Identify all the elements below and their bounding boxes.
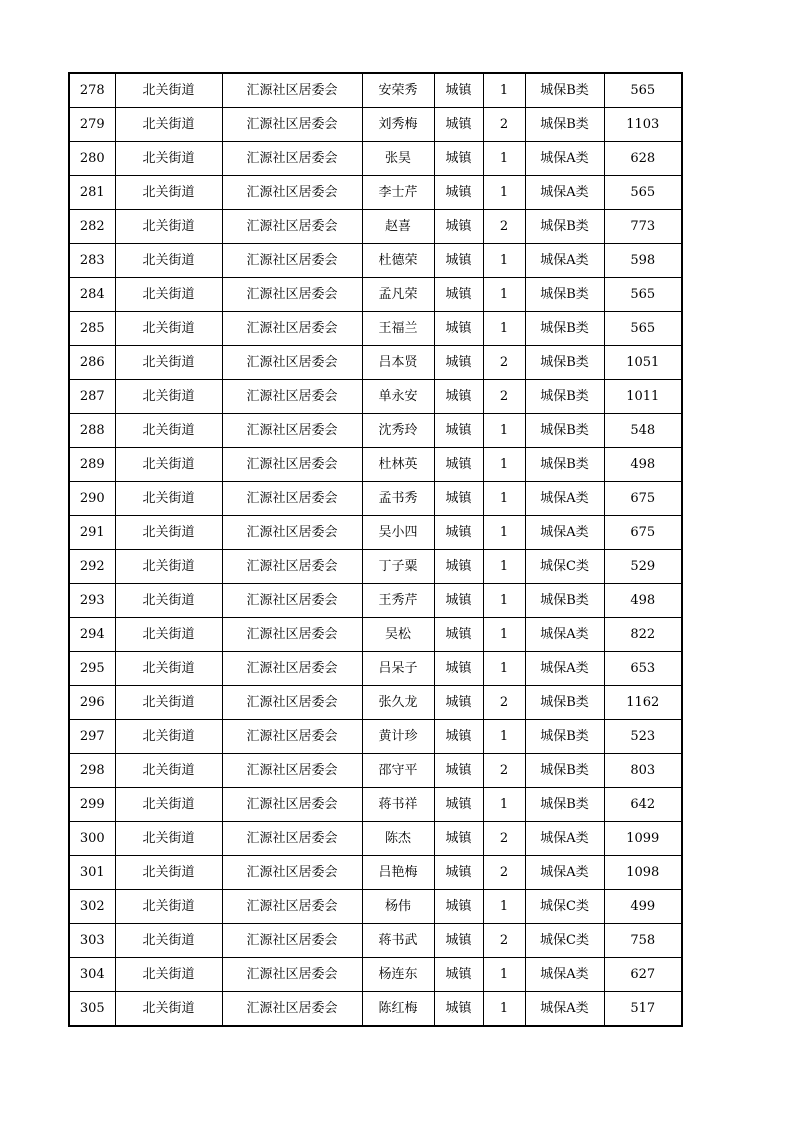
household-size-cell: 1 — [483, 788, 525, 822]
community-cell: 汇源社区居委会 — [222, 108, 362, 142]
name-cell: 赵喜 — [362, 210, 434, 244]
assistance-category-cell: 城保A类 — [525, 856, 604, 890]
table-row — [69, 482, 682, 516]
subdistrict-cell: 北关街道 — [115, 788, 222, 822]
name-cell: 陈杰 — [362, 822, 434, 856]
assistance-category-cell: 城保B类 — [525, 720, 604, 754]
community-cell: 汇源社区居委会 — [222, 516, 362, 550]
name-cell: 吴小四 — [362, 516, 434, 550]
name-cell: 杨连东 — [362, 958, 434, 992]
assistance-category-cell: 城保C类 — [525, 890, 604, 924]
amount-cell: 1011 — [604, 380, 682, 414]
assistance-category-cell: 城保B类 — [525, 312, 604, 346]
subdistrict-cell: 北关街道 — [115, 856, 222, 890]
subdistrict-cell: 北关街道 — [115, 278, 222, 312]
household-type-cell: 城镇 — [434, 720, 483, 754]
amount-cell: 675 — [604, 482, 682, 516]
table-row — [69, 278, 682, 312]
subdistrict-cell: 北关街道 — [115, 108, 222, 142]
name-cell: 张久龙 — [362, 686, 434, 720]
amount-cell: 758 — [604, 924, 682, 958]
household-type-cell: 城镇 — [434, 924, 483, 958]
community-cell: 汇源社区居委会 — [222, 992, 362, 1027]
amount-cell: 773 — [604, 210, 682, 244]
household-size-cell: 1 — [483, 584, 525, 618]
name-cell: 杜德荣 — [362, 244, 434, 278]
assistance-category-cell: 城保A类 — [525, 176, 604, 210]
household-size-cell: 1 — [483, 958, 525, 992]
community-cell: 汇源社区居委会 — [222, 618, 362, 652]
table-row — [69, 618, 682, 652]
serial-number-cell: 280 — [69, 142, 115, 176]
serial-number-cell: 299 — [69, 788, 115, 822]
amount-cell: 628 — [604, 142, 682, 176]
serial-number-cell: 282 — [69, 210, 115, 244]
community-cell: 汇源社区居委会 — [222, 414, 362, 448]
subdistrict-cell: 北关街道 — [115, 992, 222, 1027]
community-cell: 汇源社区居委会 — [222, 346, 362, 380]
subdistrict-cell: 北关街道 — [115, 73, 222, 108]
household-type-cell: 城镇 — [434, 686, 483, 720]
community-cell: 汇源社区居委会 — [222, 856, 362, 890]
assistance-category-cell: 城保C类 — [525, 550, 604, 584]
name-cell: 张昊 — [362, 142, 434, 176]
table-row — [69, 754, 682, 788]
assistance-category-cell: 城保B类 — [525, 108, 604, 142]
table-row — [69, 516, 682, 550]
table-row — [69, 312, 682, 346]
name-cell: 丁子粟 — [362, 550, 434, 584]
subdistrict-cell: 北关街道 — [115, 244, 222, 278]
amount-cell: 675 — [604, 516, 682, 550]
table-row — [69, 448, 682, 482]
household-type-cell: 城镇 — [434, 142, 483, 176]
household-size-cell: 1 — [483, 652, 525, 686]
name-cell: 吕本贤 — [362, 346, 434, 380]
community-cell: 汇源社区居委会 — [222, 312, 362, 346]
assistance-category-cell: 城保B类 — [525, 788, 604, 822]
community-cell: 汇源社区居委会 — [222, 448, 362, 482]
community-cell: 汇源社区居委会 — [222, 380, 362, 414]
community-cell: 汇源社区居委会 — [222, 550, 362, 584]
serial-number-cell: 292 — [69, 550, 115, 584]
household-type-cell: 城镇 — [434, 380, 483, 414]
subdistrict-cell: 北关街道 — [115, 516, 222, 550]
community-cell: 汇源社区居委会 — [222, 822, 362, 856]
serial-number-cell: 303 — [69, 924, 115, 958]
subdistrict-cell: 北关街道 — [115, 210, 222, 244]
subdistrict-cell: 北关街道 — [115, 414, 222, 448]
subdistrict-cell: 北关街道 — [115, 176, 222, 210]
name-cell: 李士芹 — [362, 176, 434, 210]
name-cell: 杨伟 — [362, 890, 434, 924]
serial-number-cell: 297 — [69, 720, 115, 754]
name-cell: 杜林英 — [362, 448, 434, 482]
subdistrict-cell: 北关街道 — [115, 550, 222, 584]
household-size-cell: 2 — [483, 924, 525, 958]
serial-number-cell: 288 — [69, 414, 115, 448]
household-type-cell: 城镇 — [434, 108, 483, 142]
household-type-cell: 城镇 — [434, 210, 483, 244]
amount-cell: 548 — [604, 414, 682, 448]
serial-number-cell: 278 — [69, 73, 115, 108]
community-cell: 汇源社区居委会 — [222, 788, 362, 822]
serial-number-cell: 298 — [69, 754, 115, 788]
name-cell: 陈红梅 — [362, 992, 434, 1027]
amount-cell: 565 — [604, 312, 682, 346]
household-type-cell: 城镇 — [434, 652, 483, 686]
household-size-cell: 1 — [483, 414, 525, 448]
serial-number-cell: 301 — [69, 856, 115, 890]
household-type-cell: 城镇 — [434, 176, 483, 210]
community-cell: 汇源社区居委会 — [222, 482, 362, 516]
assistance-category-cell: 城保A类 — [525, 244, 604, 278]
household-size-cell: 2 — [483, 380, 525, 414]
subdistrict-cell: 北关街道 — [115, 618, 222, 652]
table-row — [69, 720, 682, 754]
subdistrict-cell: 北关街道 — [115, 652, 222, 686]
table-row — [69, 822, 682, 856]
table-body — [69, 73, 682, 1026]
assistance-category-cell: 城保C类 — [525, 924, 604, 958]
household-type-cell: 城镇 — [434, 516, 483, 550]
assistance-category-cell: 城保A类 — [525, 618, 604, 652]
table-row — [69, 652, 682, 686]
assistance-category-cell: 城保B类 — [525, 686, 604, 720]
household-size-cell: 2 — [483, 686, 525, 720]
community-cell: 汇源社区居委会 — [222, 652, 362, 686]
subdistrict-cell: 北关街道 — [115, 448, 222, 482]
subdistrict-cell: 北关街道 — [115, 822, 222, 856]
household-size-cell: 1 — [483, 890, 525, 924]
serial-number-cell: 300 — [69, 822, 115, 856]
household-type-cell: 城镇 — [434, 550, 483, 584]
serial-number-cell: 279 — [69, 108, 115, 142]
name-cell: 孟书秀 — [362, 482, 434, 516]
household-size-cell: 2 — [483, 856, 525, 890]
serial-number-cell: 291 — [69, 516, 115, 550]
assistance-category-cell: 城保B类 — [525, 584, 604, 618]
community-cell: 汇源社区居委会 — [222, 686, 362, 720]
community-cell: 汇源社区居委会 — [222, 278, 362, 312]
serial-number-cell: 289 — [69, 448, 115, 482]
assistance-category-cell: 城保A类 — [525, 822, 604, 856]
table-row — [69, 584, 682, 618]
serial-number-cell: 283 — [69, 244, 115, 278]
household-type-cell: 城镇 — [434, 414, 483, 448]
name-cell: 蒋书武 — [362, 924, 434, 958]
name-cell: 吕艳梅 — [362, 856, 434, 890]
amount-cell: 653 — [604, 652, 682, 686]
household-size-cell: 1 — [483, 618, 525, 652]
household-type-cell: 城镇 — [434, 244, 483, 278]
assistance-category-cell: 城保B类 — [525, 346, 604, 380]
household-type-cell: 城镇 — [434, 73, 483, 108]
household-type-cell: 城镇 — [434, 312, 483, 346]
community-cell: 汇源社区居委会 — [222, 210, 362, 244]
household-type-cell: 城镇 — [434, 890, 483, 924]
name-cell: 吴松 — [362, 618, 434, 652]
amount-cell: 517 — [604, 992, 682, 1027]
assistance-category-cell: 城保B类 — [525, 73, 604, 108]
household-size-cell: 1 — [483, 516, 525, 550]
subdistrict-cell: 北关街道 — [115, 584, 222, 618]
assistance-category-cell: 城保A类 — [525, 516, 604, 550]
table-row — [69, 346, 682, 380]
community-cell: 汇源社区居委会 — [222, 142, 362, 176]
table-row — [69, 958, 682, 992]
assistance-category-cell: 城保B类 — [525, 380, 604, 414]
household-size-cell: 1 — [483, 550, 525, 584]
amount-cell: 565 — [604, 176, 682, 210]
serial-number-cell: 294 — [69, 618, 115, 652]
assistance-category-cell: 城保B类 — [525, 754, 604, 788]
serial-number-cell: 305 — [69, 992, 115, 1027]
amount-cell: 529 — [604, 550, 682, 584]
subdistrict-cell: 北关街道 — [115, 380, 222, 414]
subdistrict-cell: 北关街道 — [115, 924, 222, 958]
amount-cell: 1162 — [604, 686, 682, 720]
household-type-cell: 城镇 — [434, 346, 483, 380]
table-row — [69, 142, 682, 176]
amount-cell: 565 — [604, 73, 682, 108]
community-cell: 汇源社区居委会 — [222, 73, 362, 108]
amount-cell: 499 — [604, 890, 682, 924]
community-cell: 汇源社区居委会 — [222, 890, 362, 924]
table-row — [69, 788, 682, 822]
amount-cell: 642 — [604, 788, 682, 822]
table-row — [69, 73, 682, 108]
name-cell: 吕呆子 — [362, 652, 434, 686]
name-cell: 孟凡荣 — [362, 278, 434, 312]
household-type-cell: 城镇 — [434, 788, 483, 822]
name-cell: 刘秀梅 — [362, 108, 434, 142]
household-size-cell: 1 — [483, 142, 525, 176]
table-row — [69, 550, 682, 584]
amount-cell: 1098 — [604, 856, 682, 890]
community-cell: 汇源社区居委会 — [222, 754, 362, 788]
household-size-cell: 1 — [483, 482, 525, 516]
serial-number-cell: 287 — [69, 380, 115, 414]
table-row — [69, 108, 682, 142]
serial-number-cell: 284 — [69, 278, 115, 312]
household-size-cell: 2 — [483, 210, 525, 244]
name-cell: 邵守平 — [362, 754, 434, 788]
amount-cell: 1051 — [604, 346, 682, 380]
household-type-cell: 城镇 — [434, 754, 483, 788]
amount-cell: 523 — [604, 720, 682, 754]
table-row — [69, 924, 682, 958]
amount-cell: 598 — [604, 244, 682, 278]
subdistrict-cell: 北关街道 — [115, 754, 222, 788]
assistance-category-cell: 城保A类 — [525, 958, 604, 992]
household-type-cell: 城镇 — [434, 448, 483, 482]
name-cell: 蒋书祥 — [362, 788, 434, 822]
table-row — [69, 244, 682, 278]
serial-number-cell: 304 — [69, 958, 115, 992]
table-row — [69, 176, 682, 210]
household-type-cell: 城镇 — [434, 822, 483, 856]
subdistrict-cell: 北关街道 — [115, 686, 222, 720]
amount-cell: 498 — [604, 448, 682, 482]
subdistrict-cell: 北关街道 — [115, 958, 222, 992]
household-size-cell: 1 — [483, 992, 525, 1027]
community-cell: 汇源社区居委会 — [222, 584, 362, 618]
community-cell: 汇源社区居委会 — [222, 720, 362, 754]
serial-number-cell: 296 — [69, 686, 115, 720]
table-container — [68, 72, 683, 1027]
subdistrict-cell: 北关街道 — [115, 720, 222, 754]
serial-number-cell: 290 — [69, 482, 115, 516]
household-type-cell: 城镇 — [434, 958, 483, 992]
assistance-category-cell: 城保B类 — [525, 210, 604, 244]
assistance-category-cell: 城保A类 — [525, 142, 604, 176]
assistance-category-cell: 城保B类 — [525, 414, 604, 448]
assistance-category-cell: 城保B类 — [525, 448, 604, 482]
subdistrict-cell: 北关街道 — [115, 312, 222, 346]
subdistrict-cell: 北关街道 — [115, 482, 222, 516]
assistance-category-cell: 城保A类 — [525, 652, 604, 686]
household-type-cell: 城镇 — [434, 992, 483, 1027]
table-row — [69, 992, 682, 1027]
benefit-roster-table — [68, 72, 683, 1027]
assistance-category-cell: 城保B类 — [525, 278, 604, 312]
community-cell: 汇源社区居委会 — [222, 924, 362, 958]
serial-number-cell: 293 — [69, 584, 115, 618]
serial-number-cell: 302 — [69, 890, 115, 924]
household-type-cell: 城镇 — [434, 584, 483, 618]
household-size-cell: 2 — [483, 822, 525, 856]
community-cell: 汇源社区居委会 — [222, 176, 362, 210]
name-cell: 沈秀玲 — [362, 414, 434, 448]
household-size-cell: 1 — [483, 720, 525, 754]
household-size-cell: 2 — [483, 754, 525, 788]
amount-cell: 627 — [604, 958, 682, 992]
household-size-cell: 2 — [483, 346, 525, 380]
serial-number-cell: 286 — [69, 346, 115, 380]
serial-number-cell: 285 — [69, 312, 115, 346]
name-cell: 安荣秀 — [362, 73, 434, 108]
name-cell: 王秀芹 — [362, 584, 434, 618]
table-row — [69, 414, 682, 448]
table-row — [69, 856, 682, 890]
household-type-cell: 城镇 — [434, 618, 483, 652]
assistance-category-cell: 城保A类 — [525, 992, 604, 1027]
amount-cell: 803 — [604, 754, 682, 788]
table-row — [69, 686, 682, 720]
household-size-cell: 1 — [483, 73, 525, 108]
serial-number-cell: 295 — [69, 652, 115, 686]
subdistrict-cell: 北关街道 — [115, 890, 222, 924]
community-cell: 汇源社区居委会 — [222, 244, 362, 278]
amount-cell: 565 — [604, 278, 682, 312]
household-size-cell: 1 — [483, 244, 525, 278]
household-type-cell: 城镇 — [434, 482, 483, 516]
subdistrict-cell: 北关街道 — [115, 142, 222, 176]
amount-cell: 498 — [604, 584, 682, 618]
assistance-category-cell: 城保A类 — [525, 482, 604, 516]
serial-number-cell: 281 — [69, 176, 115, 210]
household-type-cell: 城镇 — [434, 278, 483, 312]
subdistrict-cell: 北关街道 — [115, 346, 222, 380]
household-size-cell: 1 — [483, 176, 525, 210]
household-size-cell: 1 — [483, 278, 525, 312]
name-cell: 王福兰 — [362, 312, 434, 346]
household-size-cell: 1 — [483, 448, 525, 482]
name-cell: 黄计珍 — [362, 720, 434, 754]
amount-cell: 1103 — [604, 108, 682, 142]
amount-cell: 822 — [604, 618, 682, 652]
household-type-cell: 城镇 — [434, 856, 483, 890]
household-size-cell: 2 — [483, 108, 525, 142]
table-row — [69, 890, 682, 924]
community-cell: 汇源社区居委会 — [222, 958, 362, 992]
table-row — [69, 380, 682, 414]
name-cell: 单永安 — [362, 380, 434, 414]
household-size-cell: 1 — [483, 312, 525, 346]
amount-cell: 1099 — [604, 822, 682, 856]
table-row — [69, 210, 682, 244]
